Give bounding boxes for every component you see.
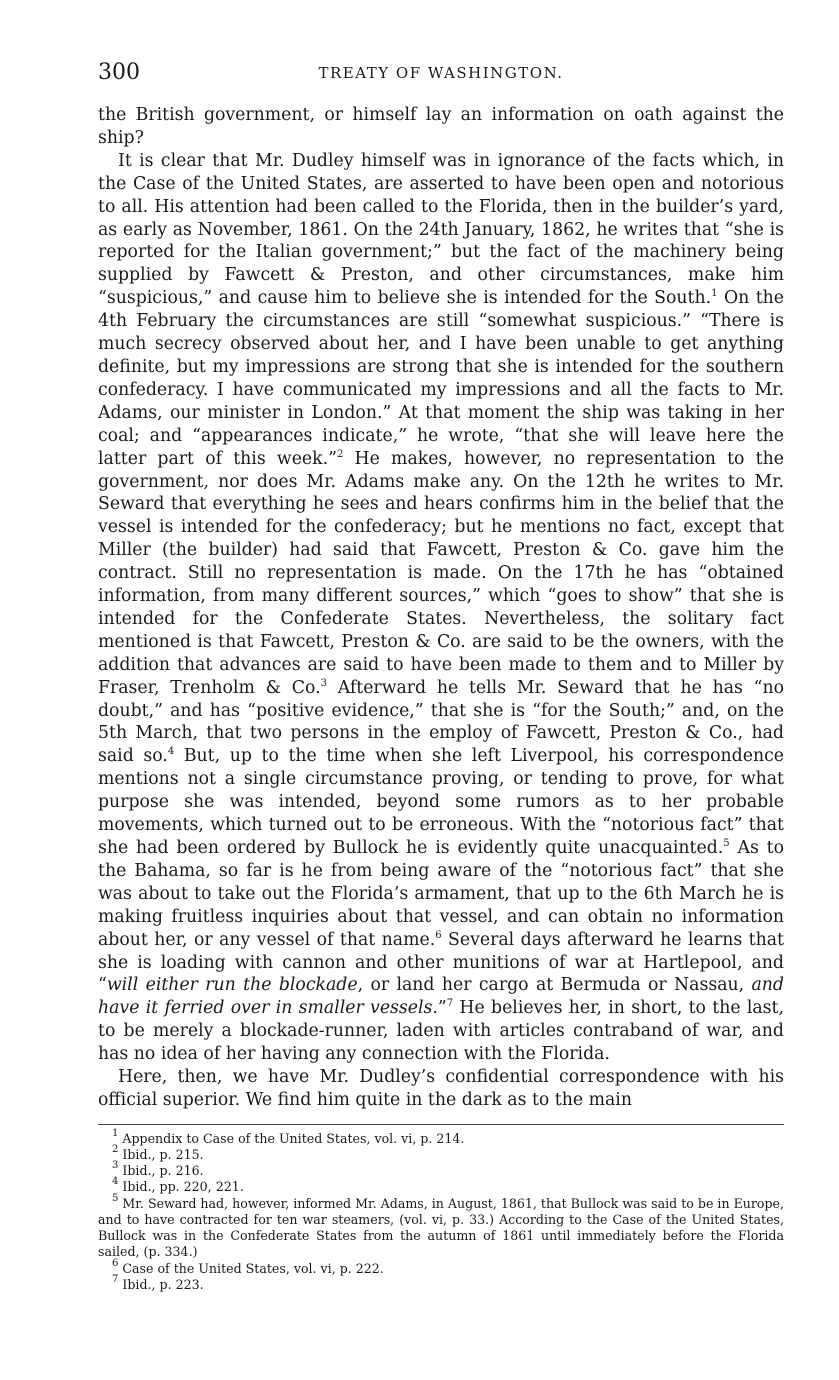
- paragraph: [98, 150, 784, 1066]
- footnote-mark: 3: [112, 1160, 119, 1172]
- footnote-ref: 6: [435, 929, 442, 941]
- footnote-text: Ibid., p. 215.: [118, 1147, 204, 1163]
- text-run: Several days afterward he learns that she is loading with cannon and other munitions of war at Hartlepool, and “: [98, 929, 784, 996]
- footnote-mark: 1: [112, 1127, 119, 1139]
- text-run: It is clear that Mr. Dudley himself was in ignorance of the facts which, in the Case of the United States, are asserted to have been open and notorious to all. His attention had been called to the Florida, then in the builder’s yard, as early as November, 1861. On the 24th January, 1862, he writes that “she is reported for the Italian government;” but the fact of the machinery being supplied by Fawcett & Preston, and other circumstances, make him “suspicious,” and cause him to believe she is intended for the South.: [98, 150, 784, 309]
- text-run: He makes, however, no representation to the government, nor does Mr. Adams make any. On the 12th he writes to Mr. Seward that everything he sees and hears confirms him in the belief that the vessel is intended for the confederacy; but he mentions no fact, except that Miller (the builder) had said that Fawcett, Preston & Co. gave him the contract. Still no representation is made. On the 17th he has “obtained information, from many different sources,” which “goes to show” that she is intended for the Confederate States. Nevertheless, the solitary fact mentioned is that Fawcett, Preston & Co. are said to be the owners, with the addition that advances are said to have been made to them and to Miller by Fraser, Trenholm & Co.: [98, 448, 784, 698]
- footnote-text: Case of the United States, vol. vi, p. 222.: [118, 1260, 384, 1276]
- text-run: As to the Bahama, so far is he from being aware of the “notorious fact” that she was about to take out the Florida’s armament, that up to the 6th March he is making fruitless inquiries about that vessel, and can obtain no information about her, or any vessel of that name.: [98, 838, 784, 950]
- running-title: TREATY OF WASHINGTON.: [318, 64, 564, 82]
- text-run: On the 4th February the circumstances are still “somewhat suspicious.” “There is much secrecy observed about her, and I have been unable to get anything definite, but my impressions are strong that she is intended for the southern confederacy. I have communicated my impressions and all the facts to Mr. Adams, our minister in London.” At that moment the ship was taking in her coal; and “appearances indicate,” he wrote, “that she will leave here the latter part of this week.”: [98, 288, 784, 469]
- footnote-ref: 5: [723, 838, 730, 849]
- footnote-ref: 4: [167, 746, 175, 758]
- footnote-ref: 3: [320, 677, 327, 689]
- body-text: [98, 104, 784, 1112]
- footnote-ref: 2: [336, 448, 344, 460]
- paragraph-text: Here, then, we have Mr. Dudley’s confidential correspondence with his official superior. We find him quite in the dark as to the main: [98, 1067, 784, 1110]
- text-run: ”: [437, 998, 447, 1019]
- footnote: [98, 1127, 784, 1147]
- footnote: [98, 1160, 784, 1179]
- footnote-text: Ibid., pp. 220, 221.: [118, 1179, 244, 1195]
- footnote: [98, 1144, 784, 1163]
- footnote-mark: 7: [112, 1273, 119, 1285]
- book-page: [98, 56, 784, 1293]
- footnote: [98, 1176, 784, 1195]
- footnote-mark: 5: [112, 1192, 119, 1204]
- footnote-text: Mr. Seward had, however, informed Mr. Adams, in August, 1861, that Bullock was said to be in Europe, and to have contracted for ten war steamers, (vol. vi, p. 33.) According to the Case of the United States, Bullock was in the Confederate States from the autumn of 1861 until immediately before the Florida sailed, (p. 334.): [98, 1195, 784, 1260]
- footnote: [98, 1257, 784, 1277]
- footnote: [98, 1273, 784, 1293]
- paragraph: [98, 1066, 784, 1112]
- paragraph-continued: [98, 104, 784, 150]
- text-run: , or land her cargo at Bermuda or Nassau,: [357, 975, 752, 996]
- footnote-divider: [98, 1124, 784, 1125]
- footnote-text: Appendix to Case of the United States, vol. vi, p. 214.: [118, 1130, 465, 1146]
- paragraph-text: the British government, or himself lay an information on oath against the ship?: [98, 105, 784, 148]
- page-number: 300: [98, 60, 140, 85]
- italic-quote: and have it ferried over in smaller vessels.: [98, 975, 784, 1019]
- page-header: [98, 56, 784, 94]
- footnotes: [98, 1127, 784, 1293]
- footnote-ref: 7: [446, 998, 454, 1010]
- footnote-mark: 2: [112, 1144, 119, 1156]
- footnote: [98, 1192, 784, 1261]
- italic-quote: will either run the blockade: [106, 975, 358, 996]
- text-run: He believes her, in short, to the last, to be merely a blockade-runner, laden with articles contraband of war, and has no idea of her having any connection with the Florida.: [98, 998, 784, 1065]
- text-run: But, up to the time when she left Liverpool, his correspondence mentions not a single circumstance proving, or tending to prove, for what purpose she was intended, beyond some rumors as to her probable movements, which turned out to be erroneous. With the “notorious fact” that she had been ordered by Bullock he is evidently quite unacquainted.: [98, 746, 785, 858]
- footnote-text: Ibid., p. 216.: [118, 1163, 204, 1179]
- footnote-mark: 6: [112, 1257, 119, 1269]
- footnote-text: Ibid., p. 223.: [118, 1276, 204, 1292]
- footnote-mark: 4: [112, 1176, 119, 1188]
- text-run: Afterward he tells Mr. Seward that he has “no doubt,” and has “positive evidence,” that she is “for the South;” and, on the 5th March, that two persons in the employ of Fawcett, Preston & Co., had said so.: [98, 677, 784, 767]
- footnote-ref: 1: [711, 288, 718, 300]
